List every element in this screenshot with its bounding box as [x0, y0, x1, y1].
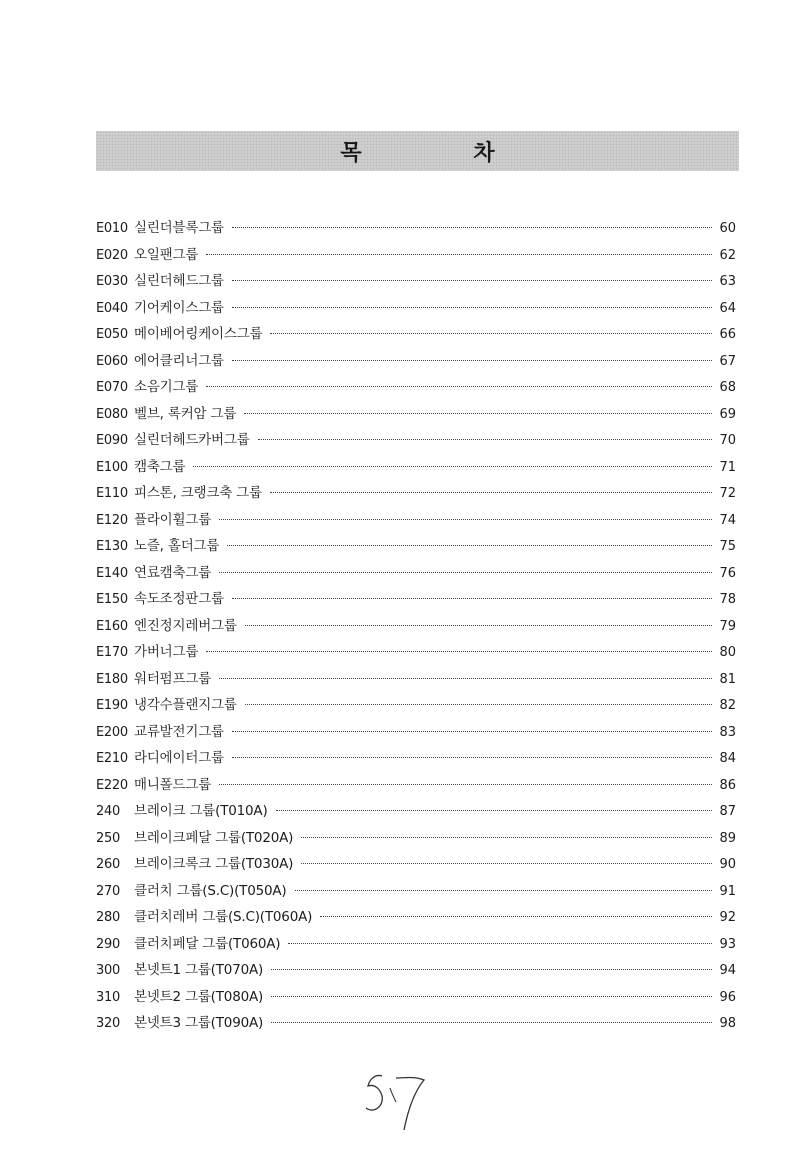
toc-entry-title: 가버너그룹: [134, 644, 199, 660]
dot-leader: [271, 969, 712, 970]
dot-leader: [301, 863, 712, 864]
toc-entry-code: E100: [96, 459, 128, 475]
toc-entry-title: 엔진정지레버그룹: [134, 617, 237, 634]
toc-entry-title: 기어케이스그룹: [134, 299, 224, 316]
toc-entry[interactable]: [96, 693, 736, 720]
dot-leader: [227, 545, 712, 546]
toc-entry-title: 본넷트3 그룹(T090A): [134, 1015, 264, 1031]
toc-entry-title: 냉각수플랜지그룹: [134, 697, 237, 713]
toc-entry-page: 83: [719, 724, 736, 740]
toc-entry-title: 벨브, 록커암 그룹: [134, 405, 237, 422]
toc-entry-code: E020: [96, 247, 128, 263]
toc-entry-code: 240: [96, 804, 120, 819]
toc-entry-code: 320: [96, 1016, 120, 1031]
toc-entry[interactable]: [96, 587, 736, 614]
dot-leader: [193, 466, 712, 467]
toc-entry[interactable]: [96, 799, 736, 826]
toc-entry[interactable]: [96, 1011, 736, 1038]
toc-entry-page: 87: [719, 804, 736, 819]
toc-entry[interactable]: [96, 402, 736, 429]
toc-entry-page: 81: [719, 671, 736, 687]
toc-entry[interactable]: [96, 746, 736, 773]
toc-entry-title: 캠축그룹: [134, 458, 186, 475]
toc-entry-page: 98: [719, 1016, 736, 1031]
dot-leader: [245, 625, 712, 626]
dot-leader: [245, 704, 712, 705]
dot-leader: [232, 227, 712, 228]
dot-leader: [219, 678, 712, 679]
toc-entry-page: 89: [719, 830, 736, 846]
toc-entry-code: 270: [96, 883, 120, 899]
toc-entry[interactable]: [96, 322, 736, 349]
toc-entry[interactable]: [96, 481, 736, 508]
toc-entry-page: 96: [719, 989, 736, 1005]
toc-entry-title: 연료캠축그룹: [134, 564, 212, 581]
toc-entry-page: 78: [719, 592, 736, 607]
toc-entry[interactable]: [96, 455, 736, 482]
toc-entry[interactable]: [96, 428, 736, 455]
toc-entry-title: 에어클리너그룹: [134, 352, 224, 369]
toc-entry-page: 63: [719, 274, 736, 289]
dot-leader: [219, 519, 712, 520]
toc-entry-title: 워터펌프그룹: [134, 670, 212, 687]
dot-leader: [244, 413, 712, 414]
toc-entry[interactable]: [96, 932, 736, 959]
toc-entry-page: 71: [719, 459, 736, 475]
toc-entry-page: 94: [719, 963, 736, 978]
toc-entry-code: E170: [96, 645, 128, 660]
toc-entry-title: 브레이크 그룹(T010A): [134, 803, 268, 819]
toc-entry-code: E150: [96, 592, 128, 607]
toc-entry-page: 90: [719, 857, 736, 872]
dot-leader: [288, 943, 712, 944]
dot-leader: [206, 254, 712, 255]
toc-entry[interactable]: [96, 720, 736, 747]
toc-entry-code: E120: [96, 512, 128, 528]
toc-entry-title: 메이베어링케이스그룹: [134, 326, 263, 342]
dot-leader: [270, 333, 712, 334]
toc-entry-code: 260: [96, 857, 120, 872]
dot-leader: [271, 996, 712, 997]
toc-entry-code: E200: [96, 724, 128, 740]
toc-entry-code: 280: [96, 910, 120, 925]
toc-entry-page: 74: [719, 512, 736, 528]
toc-entry[interactable]: [96, 508, 736, 535]
toc-entry-page: 76: [719, 565, 736, 581]
handwritten-page-number: [360, 1068, 440, 1140]
toc-entry-code: E160: [96, 618, 128, 634]
toc-entry-code: E070: [96, 380, 128, 395]
toc-entry-page: 72: [719, 486, 736, 501]
toc-entry-code: 310: [96, 989, 120, 1005]
toc-entry-title: 노즐, 홀더그룹: [134, 538, 220, 554]
dot-leader: [232, 360, 712, 361]
toc-entry-title: 브레이크페달 그룹(T020A): [134, 829, 294, 846]
toc-entry-title: 오일팬그룹: [134, 246, 199, 263]
dot-leader: [271, 1022, 712, 1023]
dot-leader: [270, 492, 712, 493]
dot-leader: [219, 572, 712, 573]
toc-entry[interactable]: [96, 985, 736, 1012]
dot-leader: [276, 810, 712, 811]
toc-entry-code: E040: [96, 300, 128, 316]
dot-leader: [232, 757, 712, 758]
dot-leader: [232, 598, 712, 599]
toc-entry-page: 62: [719, 247, 736, 263]
toc-entry-page: 86: [719, 777, 736, 793]
toc-entry-title: 클러치 그룹(S.C)(T050A): [134, 882, 287, 899]
toc-entry[interactable]: [96, 614, 736, 641]
toc-entry-code: 250: [96, 830, 120, 846]
toc-entry-code: E030: [96, 274, 128, 289]
dot-leader: [206, 386, 712, 387]
dot-leader: [295, 890, 713, 891]
toc-entry-code: E050: [96, 327, 128, 342]
dot-leader: [232, 731, 712, 732]
toc-entry-code: E110: [96, 486, 128, 501]
toc-entry-title: 본넷트1 그룹(T070A): [134, 962, 264, 978]
toc-entry-page: 92: [719, 910, 736, 925]
toc-entry-code: E190: [96, 698, 128, 713]
toc-entry-code: E210: [96, 751, 128, 766]
toc-entry-title: 실린더헤드그룹: [134, 273, 224, 289]
toc-entry-page: 67: [719, 353, 736, 369]
toc-entry-page: 60: [719, 221, 736, 236]
toc-entry[interactable]: [96, 561, 736, 588]
toc-entry[interactable]: [96, 243, 736, 270]
toc-entry-page: 70: [719, 433, 736, 448]
toc-entry-title: 속도조정판그룹: [134, 591, 224, 607]
toc-entry[interactable]: [96, 534, 736, 561]
toc-entry-title: 실린더헤드카버그룹: [134, 432, 250, 448]
toc-entry-page: 75: [719, 539, 736, 554]
toc-entry[interactable]: [96, 905, 736, 932]
toc-entry-code: E010: [96, 221, 128, 236]
toc-entry[interactable]: [96, 349, 736, 376]
dot-leader: [320, 916, 712, 917]
toc-entry-page: 68: [719, 380, 736, 395]
toc-entry[interactable]: [96, 296, 736, 323]
toc-entry-page: 69: [719, 406, 736, 422]
toc-entry[interactable]: [96, 879, 736, 906]
toc-entry-page: 80: [719, 645, 736, 660]
toc-entry[interactable]: [96, 773, 736, 800]
toc-entry-code: E080: [96, 406, 128, 422]
toc-entry-page: 93: [719, 936, 736, 952]
dot-leader: [206, 651, 712, 652]
toc-entry-page: 84: [719, 751, 736, 766]
toc-entry-title: 매니폴드그룹: [134, 776, 212, 793]
page-title: 목 차: [340, 140, 547, 166]
toc-entry-title: 브레이크록크 그룹(T030A): [134, 856, 294, 872]
toc-entry-title: 라디에이터그룹: [134, 750, 224, 766]
toc-entry-code: E220: [96, 777, 128, 793]
toc-entry-title: 피스톤, 크랭크축 그룹: [134, 485, 262, 501]
dot-leader: [232, 307, 712, 308]
dot-leader: [301, 837, 712, 838]
toc-entry-title: 실린더블록그룹: [134, 220, 224, 236]
dot-leader: [258, 439, 712, 440]
table-of-contents: [96, 216, 736, 1038]
toc-entry[interactable]: [96, 852, 736, 879]
toc-entry[interactable]: [96, 826, 736, 853]
toc-entry-title: 클러치레버 그룹(S.C)(T060A): [134, 909, 313, 925]
toc-entry-title: 클러치페달 그룹(T060A): [134, 935, 281, 952]
toc-entry[interactable]: [96, 375, 736, 402]
toc-entry[interactable]: [96, 216, 736, 243]
dot-leader: [219, 784, 712, 785]
toc-entry[interactable]: [96, 958, 736, 985]
toc-entry-title: 본넷트2 그룹(T080A): [134, 988, 264, 1005]
toc-entry-code: 290: [96, 936, 120, 952]
title-banner: [96, 131, 739, 171]
toc-entry-page: 91: [719, 883, 736, 899]
toc-entry[interactable]: [96, 667, 736, 694]
toc-entry-page: 64: [719, 300, 736, 316]
toc-entry-title: 교류발전기그룹: [134, 723, 224, 740]
toc-entry-page: 66: [719, 327, 736, 342]
toc-entry-code: E140: [96, 565, 128, 581]
toc-entry-code: E180: [96, 671, 128, 687]
toc-entry-page: 79: [719, 618, 736, 634]
toc-entry-code: 300: [96, 963, 120, 978]
toc-entry-code: E090: [96, 433, 128, 448]
toc-entry-code: E130: [96, 539, 128, 554]
toc-entry[interactable]: [96, 640, 736, 667]
toc-entry-title: 플라이휠그룹: [134, 511, 212, 528]
toc-entry[interactable]: [96, 269, 736, 296]
toc-entry-page: 82: [719, 698, 736, 713]
toc-entry-title: 소음기그룹: [134, 379, 199, 395]
dot-leader: [232, 280, 712, 281]
toc-entry-code: E060: [96, 353, 128, 369]
